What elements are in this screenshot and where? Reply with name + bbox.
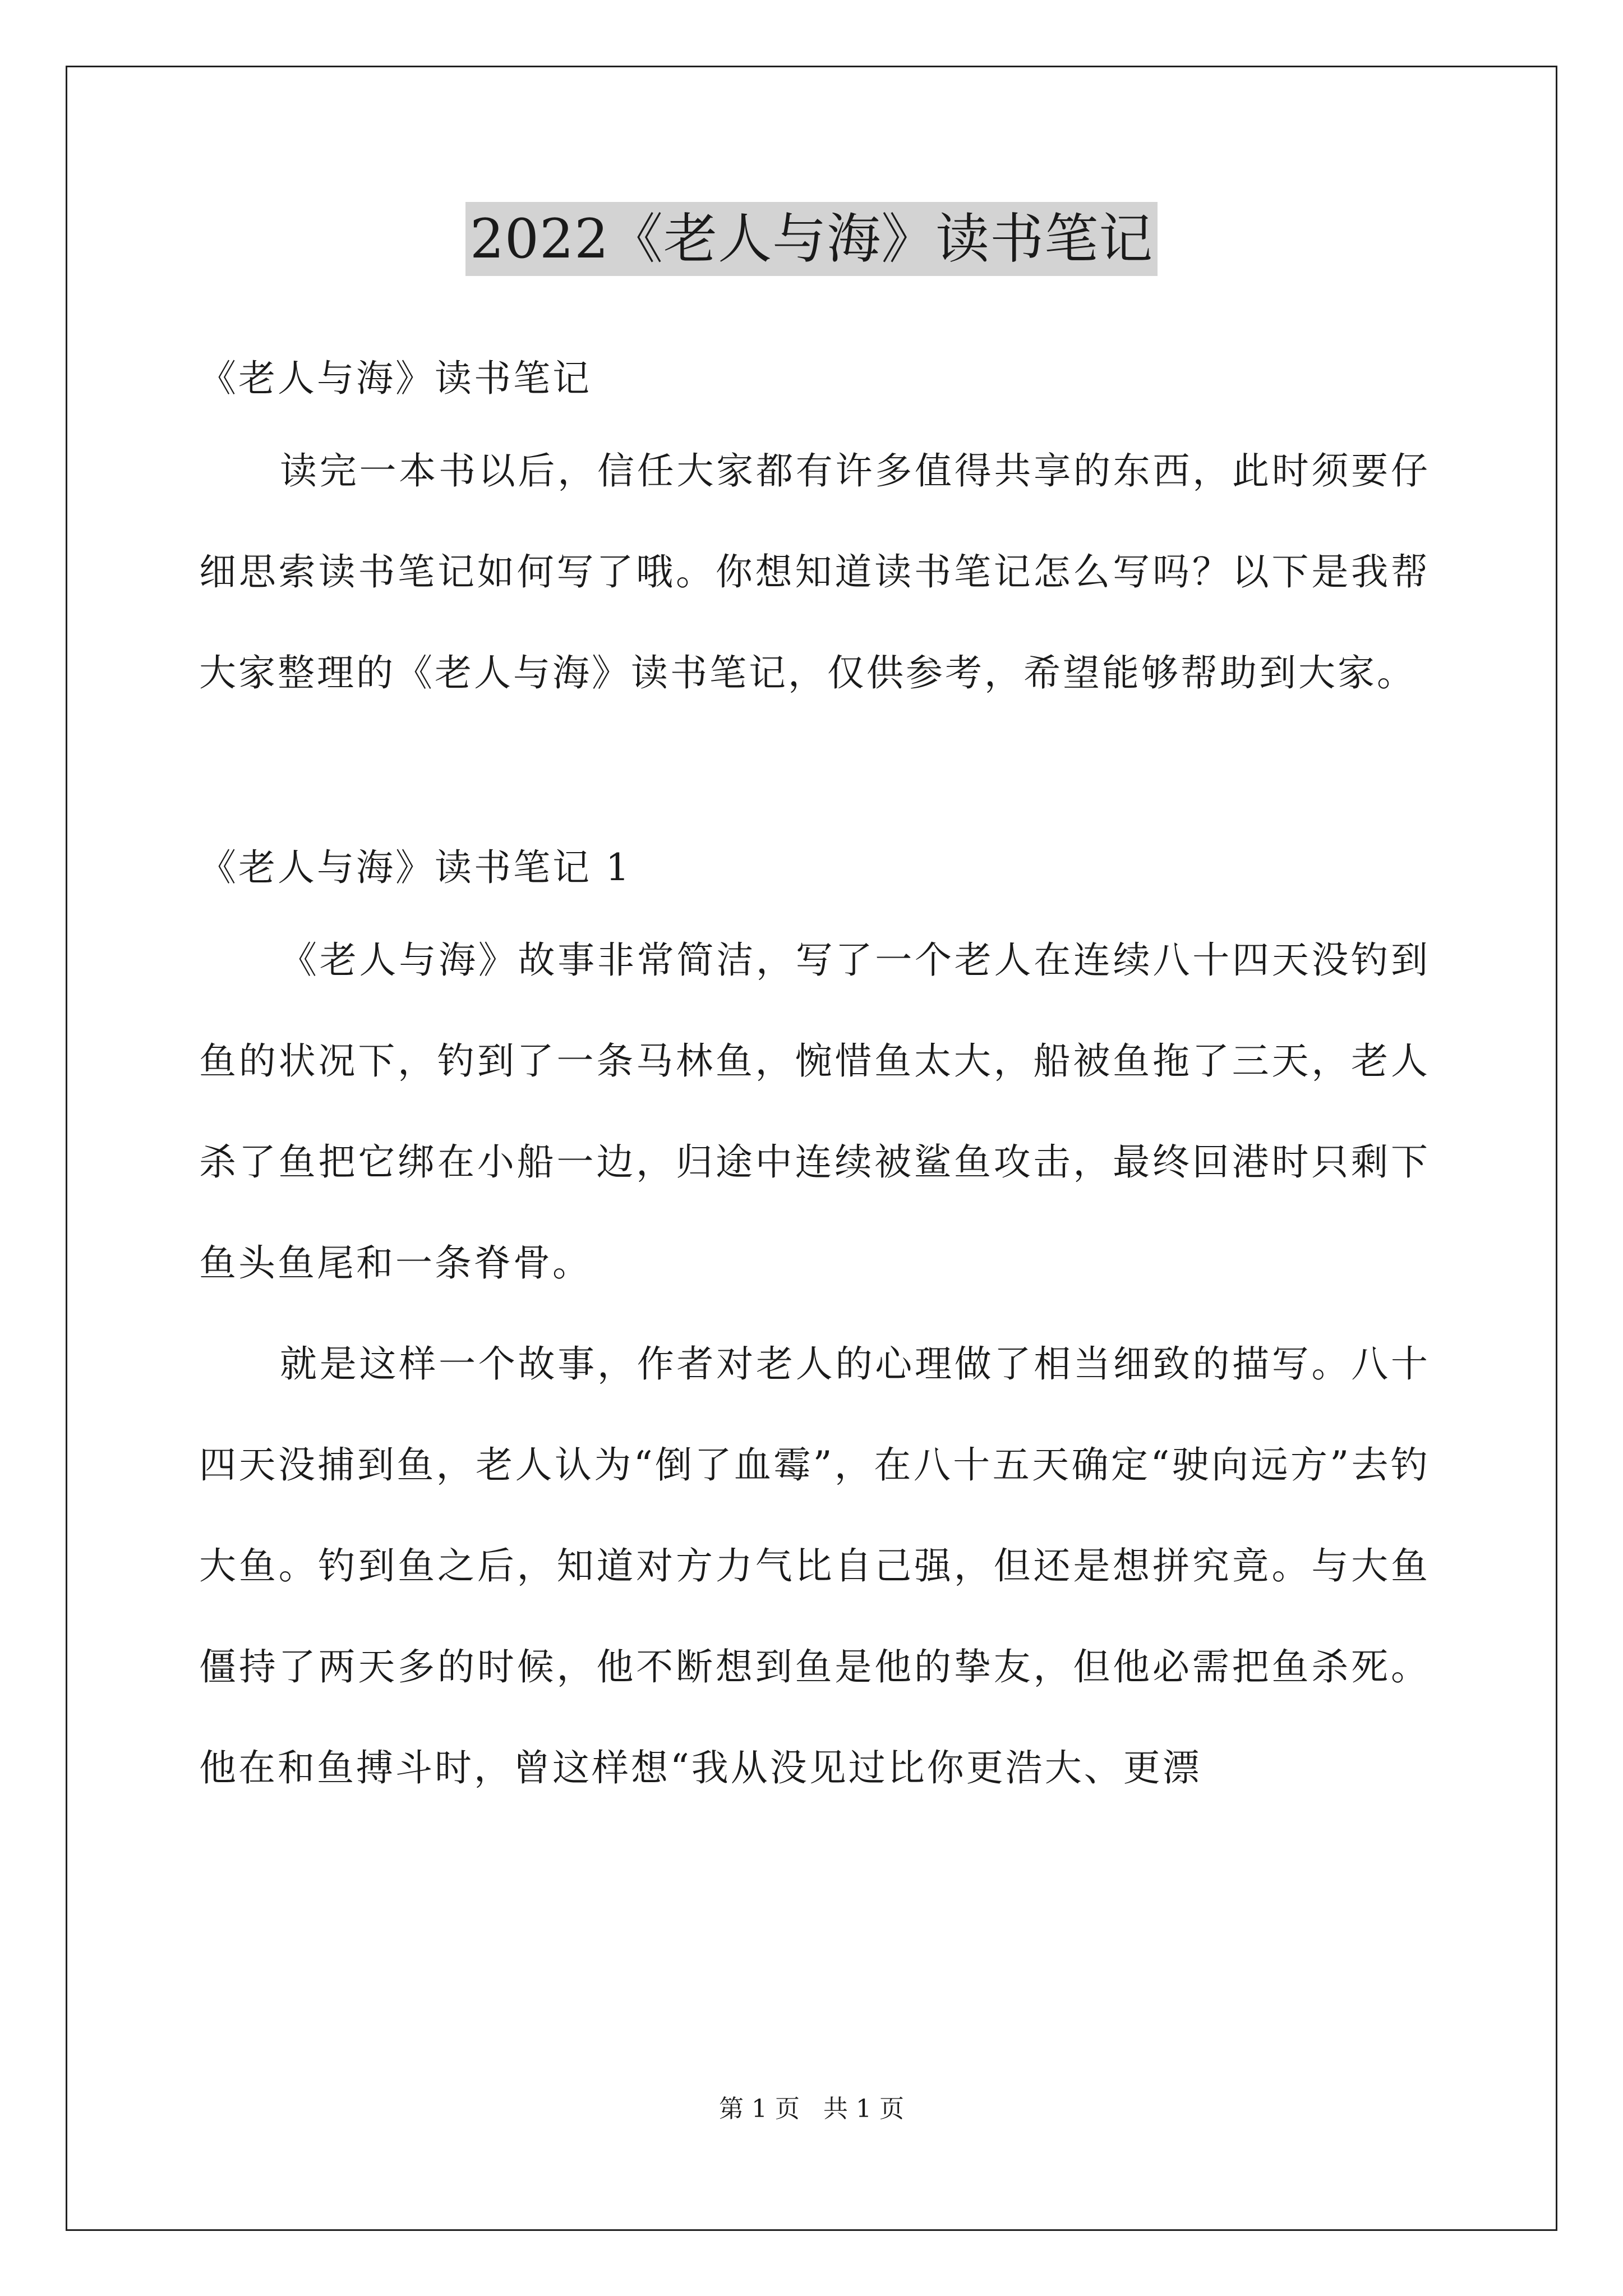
section-heading: 《老人与海》读书笔记 1	[199, 846, 631, 889]
title-container	[0, 202, 1623, 276]
section-heading: 《老人与海》读书笔记	[199, 357, 592, 400]
page-number: 第 1 页	[719, 2095, 800, 2123]
document-title: 2022《老人与海》读书笔记	[465, 202, 1158, 276]
section-spacer	[199, 724, 1430, 826]
document-body	[199, 337, 1430, 1819]
body-paragraph: 就是这样一个故事，作者对老人的心理做了相当细致的描写。八十四天没捕到鱼，老人认为“倒了血霉”，在八十五天确定“驶向远方”去钓大鱼。钓到鱼之后，知道对方力气比自己强，但还是想拼究竟。与大鱼僵持了两天多的时候，他不断想到鱼是他的挚友，但他必需把鱼杀死。他在和鱼搏斗时，曾这样想“我从没见过比你更浩大、更漂	[199, 1342, 1430, 1789]
page-footer	[0, 2092, 1623, 2126]
body-paragraph: 《老人与海》故事非常简洁，写了一个老人在连续八十四天没钓到鱼的状况下，钓到了一条马林鱼，惋惜鱼太大，船被鱼拖了三天，老人杀了鱼把它绑在小船一边，归途中连续被鲨鱼攻击，最终回港时只剩下鱼头鱼尾和一条脊骨。	[199, 938, 1430, 1285]
page-total: 共 1 页	[823, 2095, 904, 2123]
intro-paragraph: 读完一本书以后，信任大家都有许多值得共享的东西，此时须要仔细思索读书笔记如何写了哦。你想知道读书笔记怎么写吗？以下是我帮大家整理的《老人与海》读书笔记，仅供参考，希望能够帮助到大家。	[199, 449, 1430, 694]
